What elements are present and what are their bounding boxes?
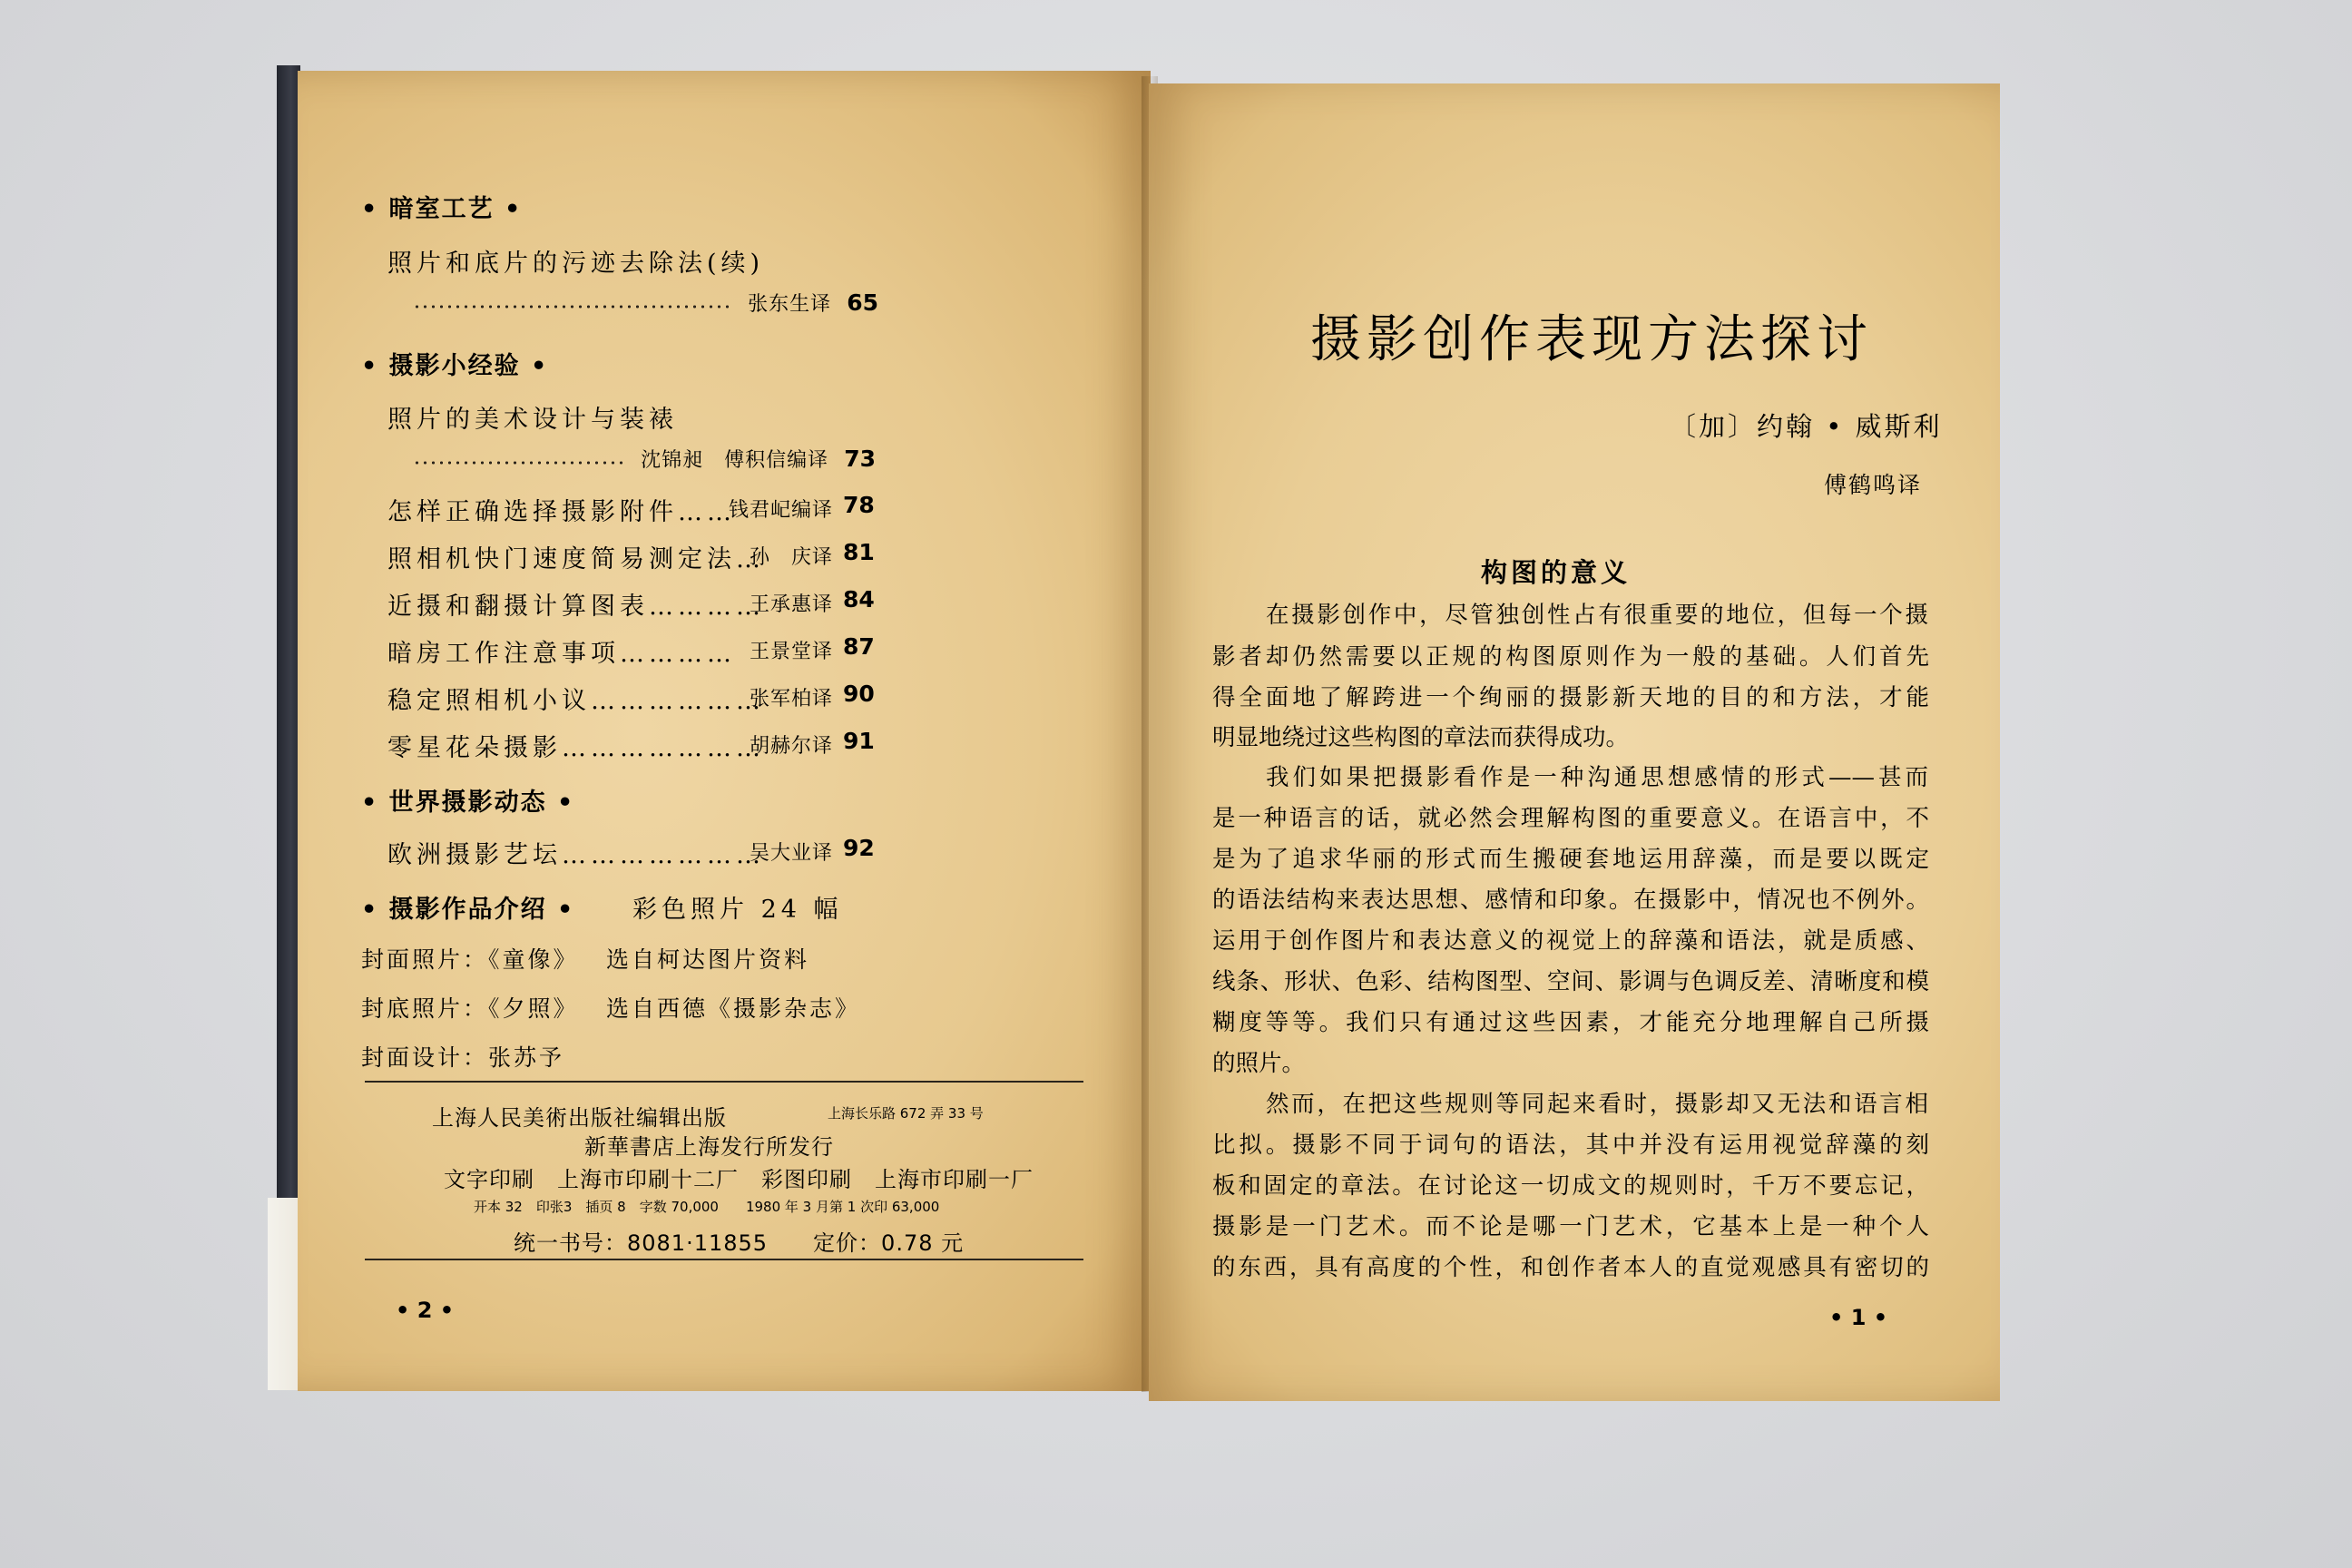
toc-entry-translator: 胡赫尔译 (750, 735, 834, 758)
dot-leader (413, 461, 623, 465)
section-heading-world-news: • 世界摄影动态 • (361, 789, 575, 817)
colophon-rule-top (365, 1081, 1083, 1083)
toc-entry-title: 照相机快门速度简易测定法… (387, 545, 765, 573)
toc-leader-row (413, 289, 878, 317)
toc-entry-translator: 王承惠译 (750, 593, 834, 616)
body-text-line: 线条、形状、色彩、结构图型、空间、影调与色调反差、清晰度和模 (1212, 968, 1929, 995)
colophon-address: 上海长乐路 672 弄 33 号 (828, 1105, 984, 1122)
credit-label: 封面设计：张苏予 (361, 1044, 565, 1071)
body-text-line: 在摄影创作中，尽管独创性占有很重要的地位，但每一个摄 (1266, 602, 1928, 629)
toc-entry-title: 稳定照相机小议……………… (387, 687, 765, 715)
credit-label: 封底照片：《夕照》 (361, 995, 579, 1022)
toc-entry-translator: 张军柏译 (750, 688, 834, 710)
credit-label: 封面照片：《童像》 (361, 946, 579, 973)
body-text-line: 是为了追求华丽的形式而生搬硬套地运用辞藻，而是要以既定 (1212, 846, 1929, 873)
toc-entry-page: 91 (843, 728, 875, 754)
toc-entry-title: 暗房工作注意事项………… (387, 640, 736, 668)
section-heading-works: • 摄影作品介绍 • (361, 896, 575, 924)
toc-entry-page: 81 (843, 539, 875, 565)
toc-entry-page: 92 (843, 835, 875, 861)
toc-entry-page: 65 (847, 289, 878, 316)
colophon-isbn-price: 统一书号：8081·11855 定价：0.78 元 (514, 1230, 965, 1256)
section-heading: 构图的意义 (1481, 557, 1632, 588)
toc-entry-title: 照片和底片的污迹去除法(续) (387, 250, 765, 278)
toc-entry-title: 照片的美术设计与装裱 (387, 406, 678, 434)
body-text-line: 是一种语言的话，就必然会理解构图的重要意义。在语言中，不 (1212, 805, 1929, 832)
colophon-printing: 文字印刷 上海市印刷十二厂 彩图印刷 上海市印刷一厂 (444, 1167, 1034, 1192)
body-text-line: 的语法结构来表达思想、感情和印象。在摄影中，情况也不例外。 (1212, 887, 1929, 914)
toc-entry-translator: 钱君屺编译 (729, 499, 834, 522)
article-translator: 傅鹤鸣译 (1824, 472, 1923, 498)
toc-entry-translator: 吴大业译 (750, 842, 834, 865)
credit-value: 选自西德《摄影杂志》 (606, 995, 861, 1022)
body-text-line: 影者却仍然需要以正规的构图原则作为一般的基础。人们首先 (1212, 643, 1929, 671)
colophon-publisher: 上海人民美術出版社编辑出版 (432, 1105, 727, 1131)
toc-entry-title: 欧洲摄影艺坛………………… (387, 841, 765, 869)
toc-entry-page: 73 (844, 446, 876, 472)
body-text-line: 明显地绕过这些构图的章法而获得成功。 (1212, 724, 1630, 751)
article-title: 摄影创作表现方法探讨 (1310, 310, 1873, 369)
body-text-line: 我们如果把摄影看作是一种沟通思想感情的形式——甚而 (1266, 764, 1928, 791)
body-text-line: 的东西，具有高度的个性，和创作者本人的直觉观感具有密切的 (1212, 1254, 1929, 1281)
toc-entry-title: 零星花朵摄影………………… (387, 734, 765, 762)
toc-entry-title: 近摄和翻摄计算图表………… (387, 593, 765, 621)
body-text-line: 糊度等等。我们只有通过这些因素，才能充分地理解自己所摄 (1212, 1009, 1929, 1036)
page-number-left: • 2 • (396, 1298, 455, 1323)
colophon-rule-bottom (365, 1259, 1083, 1260)
section-heading-darkroom: • 暗室工艺 • (361, 195, 523, 223)
toc-entry (387, 492, 736, 527)
color-photos-note: 彩色照片 24 幅 (632, 896, 843, 924)
body-text-line: 摄影是一门艺术。而不论是哪一门艺术，它基本上是一种个人 (1212, 1213, 1929, 1240)
toc-entry-translator: 孙 庆译 (750, 546, 834, 569)
credit-value: 选自柯达图片资料 (606, 946, 810, 973)
colophon-specs: 开本 32 印张3 插页 8 字数 70,000 1980 年 3 月第 1 次印 63,000 (474, 1199, 940, 1215)
page-number-right: • 1 • (1829, 1305, 1888, 1330)
toc-leader-row (413, 445, 876, 473)
toc-entry-translator: 沈锦昶 傅积信编译 (641, 449, 829, 472)
body-text-line: 比拟。摄影不同于词句的语法，其中并没有运用视觉辞藻的刻 (1212, 1132, 1929, 1159)
body-text-line: 的照片。 (1212, 1050, 1306, 1077)
body-text-line: 板和固定的章法。在讨论这一切成文的规则时，千万不要忘记， (1212, 1172, 1929, 1200)
toc-entry-title: 怎样正确选择摄影附件…… (387, 498, 736, 526)
article-author: 〔加〕约翰 • 威斯利 (1670, 411, 1943, 442)
colophon-distributor: 新華書店上海发行所发行 (584, 1134, 834, 1160)
toc-entry-page: 78 (843, 492, 875, 518)
toc-entry-translator: 王景堂译 (750, 641, 834, 663)
toc-entry-page: 90 (843, 681, 875, 707)
section-heading-tips: • 摄影小经验 • (361, 352, 549, 380)
dot-leader (413, 305, 730, 309)
body-text-line: 运用于创作图片和表达意义的视觉上的辞藻和语法，就是质感、 (1212, 927, 1929, 955)
toc-entry-page: 84 (843, 586, 875, 612)
toc-entry-translator: 张东生译 (748, 293, 832, 316)
body-text-line: 得全面地了解跨进一个绚丽的摄影新天地的目的和方法，才能 (1212, 684, 1929, 711)
toc-entry-page: 87 (843, 633, 875, 660)
body-text-line: 然而，在把这些规则等同起来看时，摄影却又无法和语言相 (1266, 1091, 1928, 1118)
